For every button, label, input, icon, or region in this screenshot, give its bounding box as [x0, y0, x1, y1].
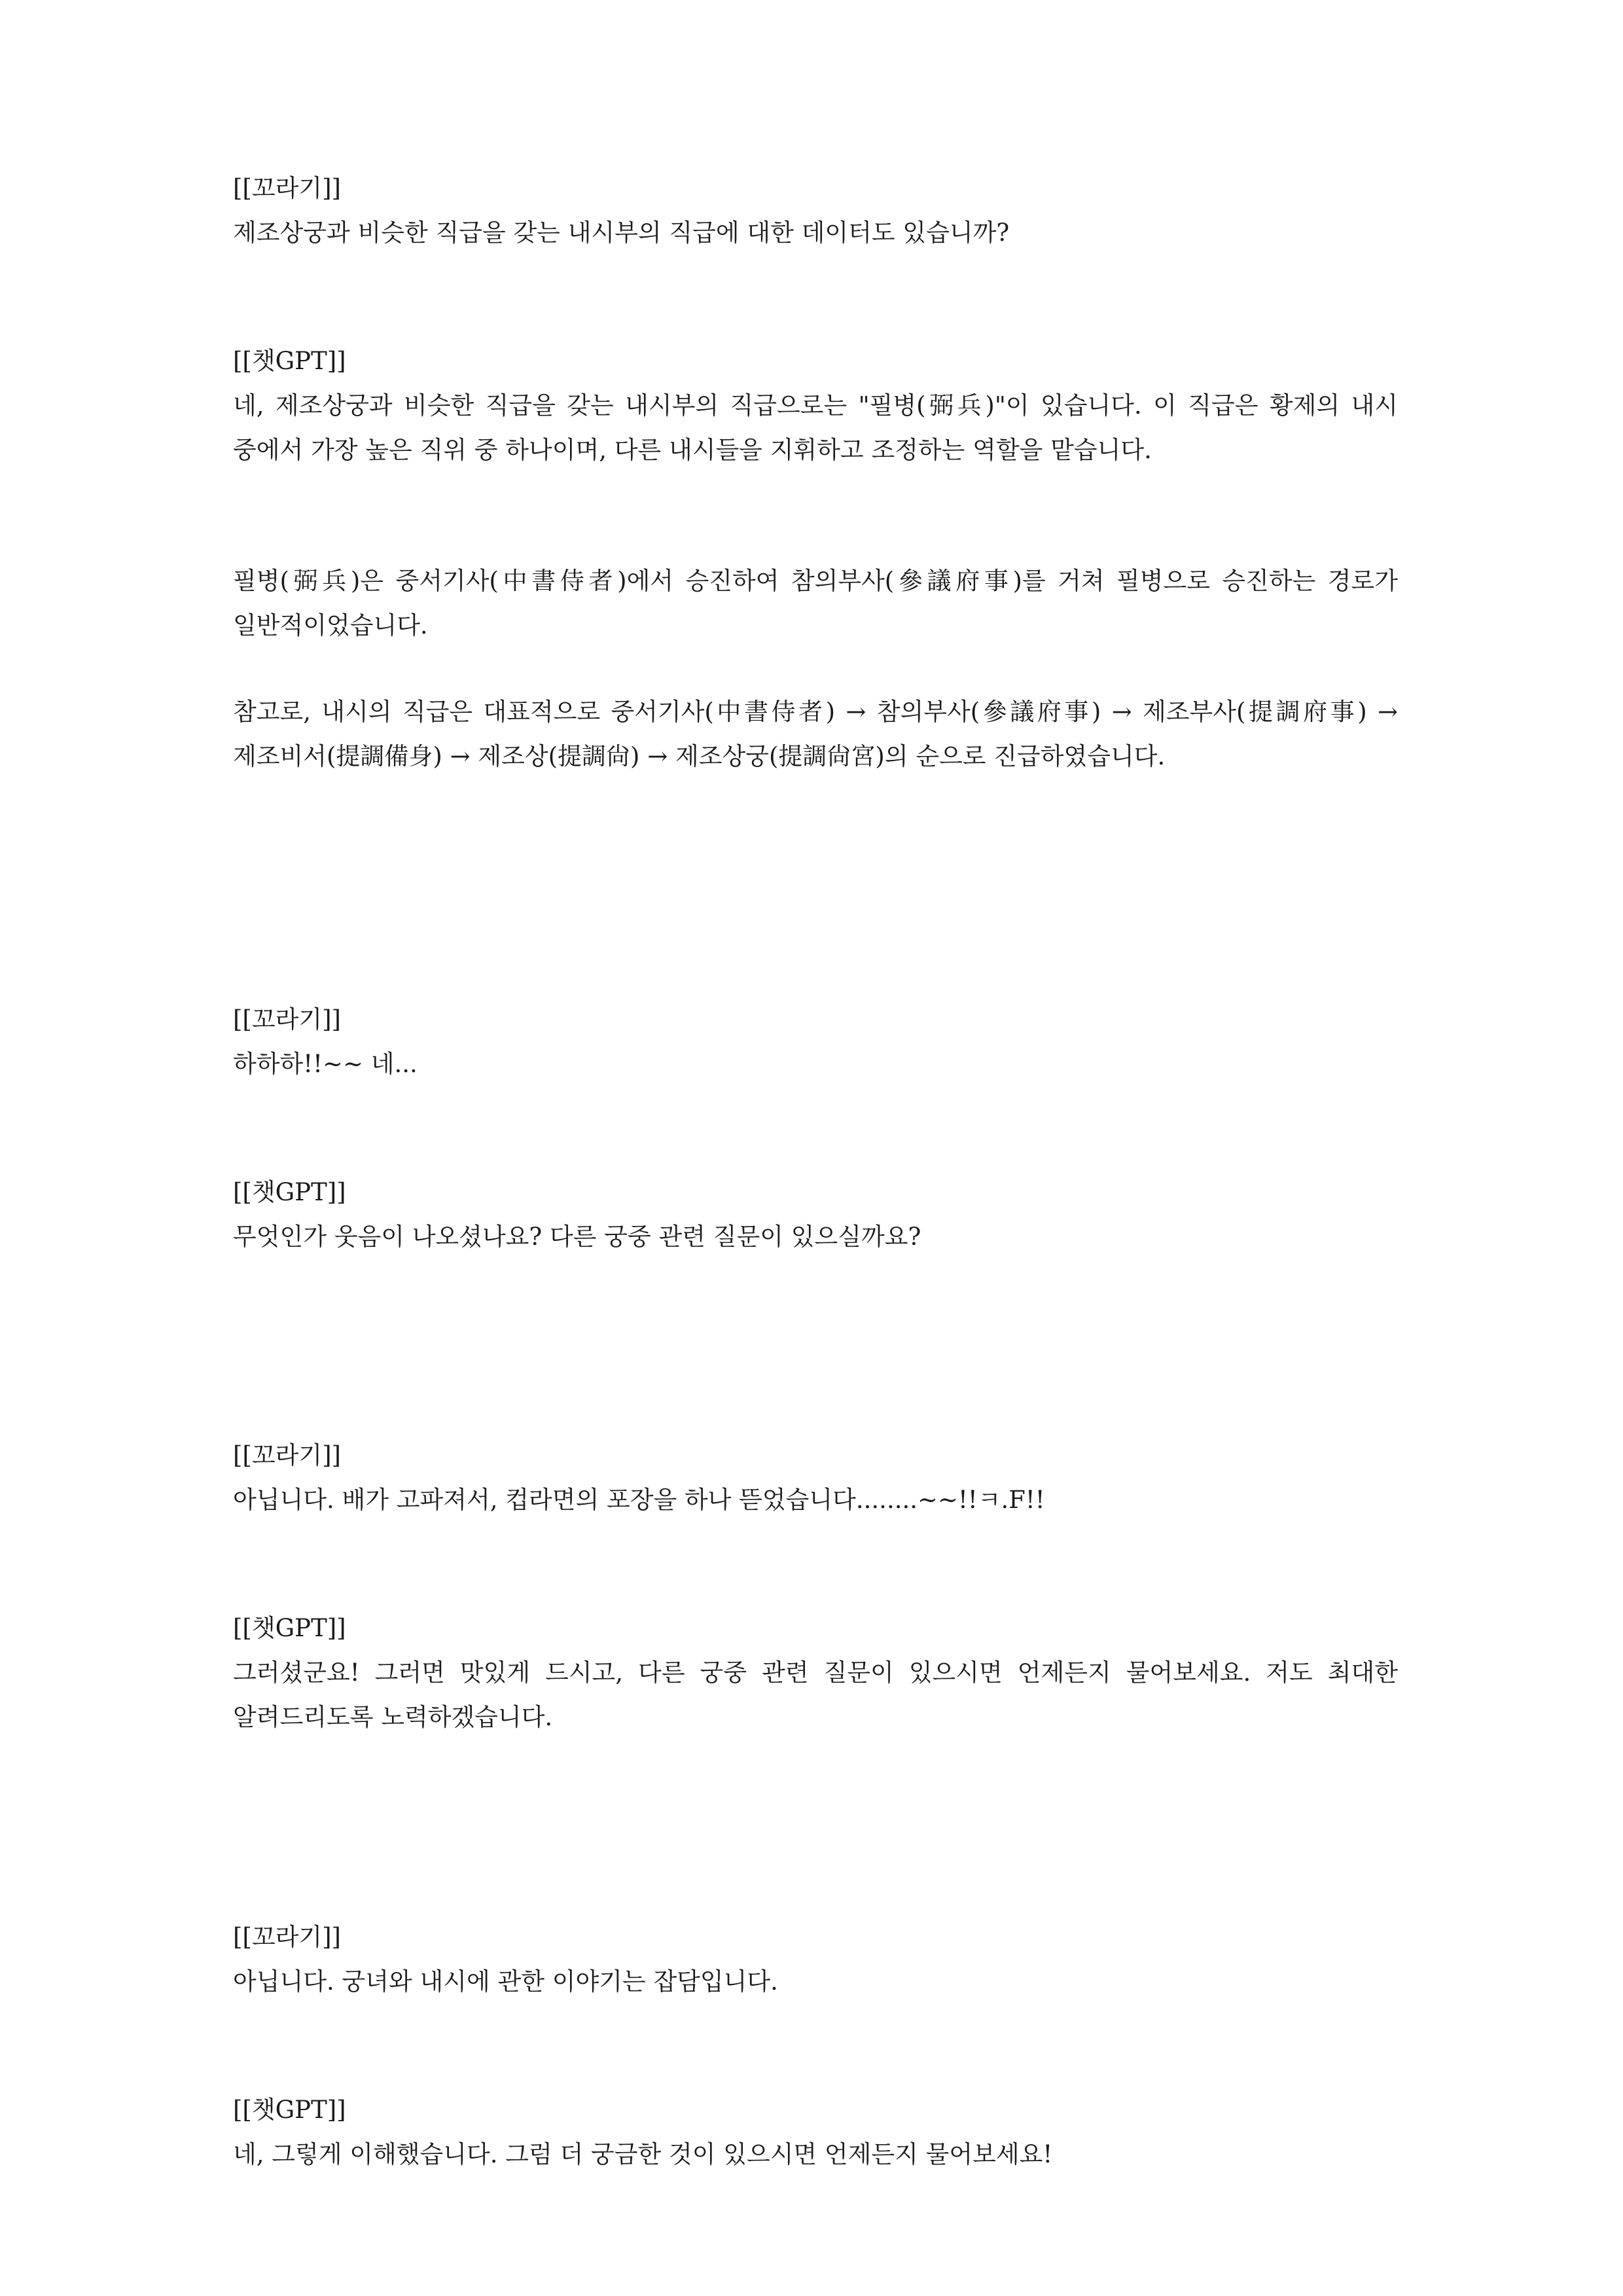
message-user — [233, 1433, 1398, 1522]
message-paragraph: 아닙니다. 배가 고파져서, 컵라면의 포장을 하나 뜯었습니다........~~!!ㅋ.F!! — [233, 1486, 1045, 1514]
message-user — [233, 166, 1398, 255]
speaker-label: [[꼬라기]] — [233, 1441, 341, 1469]
message-paragraph: 하하하!!~~ 네... — [233, 1050, 418, 1078]
message-paragraph: 그러셨군요! 그러면 맛있게 드시고, 다른 궁중 관련 질문이 있으시면 언제든지 물어보세요. 저도 최대한 알려드리도록 노력하겠습니다. — [233, 1659, 1398, 1731]
speaker-label: [[챗GPT]] — [233, 1614, 346, 1642]
message-paragraph: 아닙니다. 궁녀와 내시에 관한 이야기는 잡담입니다. — [233, 1967, 778, 1996]
message-assistant-continued — [233, 690, 1398, 779]
message-paragraph: 필병(弼兵)은 중서기사(中書侍者)에서 승진하여 참의부사(參議府事)를 거쳐 필병으로 승진하는 경로가 일반적이었습니다. — [233, 567, 1398, 639]
message-paragraph: 참고로, 내시의 직급은 대표적으로 중서기사(中書侍者) → 참의부사(參議府事) → 제조부사(提調府事) → 제조비서(提調備身) → 제조상(提調尙) → 제조상궁(提調尙宮)의 순으로 진급하였습니다. — [233, 698, 1398, 770]
message-paragraph: 네, 제조상궁과 비슷한 직급을 갖는 내시부의 직급으로는 "필병(弼兵)"이 있습니다. 이 직급은 황제의 내시 중에서 가장 높은 직위 중 하나이며, 다른 내시들을 지휘하고 조정하는 역할을 맡습니다. — [233, 391, 1398, 464]
speaker-label: [[챗GPT]] — [233, 1178, 346, 1206]
speaker-label: [[꼬라기]] — [233, 1923, 341, 1951]
message-assistant — [233, 2088, 1398, 2177]
message-paragraph: 제조상궁과 비슷한 직급을 갖는 내시부의 직급에 대한 데이터도 있습니까? — [233, 219, 1010, 247]
message-assistant — [233, 339, 1398, 473]
message-assistant-continued — [233, 559, 1398, 648]
speaker-label: [[챗GPT]] — [233, 2096, 346, 2124]
speaker-label: [[챗GPT]] — [233, 347, 346, 375]
message-user — [233, 997, 1398, 1086]
speaker-label: [[꼬라기]] — [233, 174, 341, 202]
message-assistant — [233, 1170, 1398, 1259]
message-assistant — [233, 1606, 1398, 1740]
speaker-label: [[꼬라기]] — [233, 1005, 341, 1033]
message-user — [233, 1915, 1398, 2004]
message-paragraph: 무엇인가 웃음이 나오셨나요? 다른 궁중 관련 질문이 있으실까요? — [233, 1223, 921, 1251]
message-paragraph: 네, 그렇게 이해했습니다. 그럼 더 궁금한 것이 있으시면 언제든지 물어보세요! — [233, 2140, 1053, 2168]
